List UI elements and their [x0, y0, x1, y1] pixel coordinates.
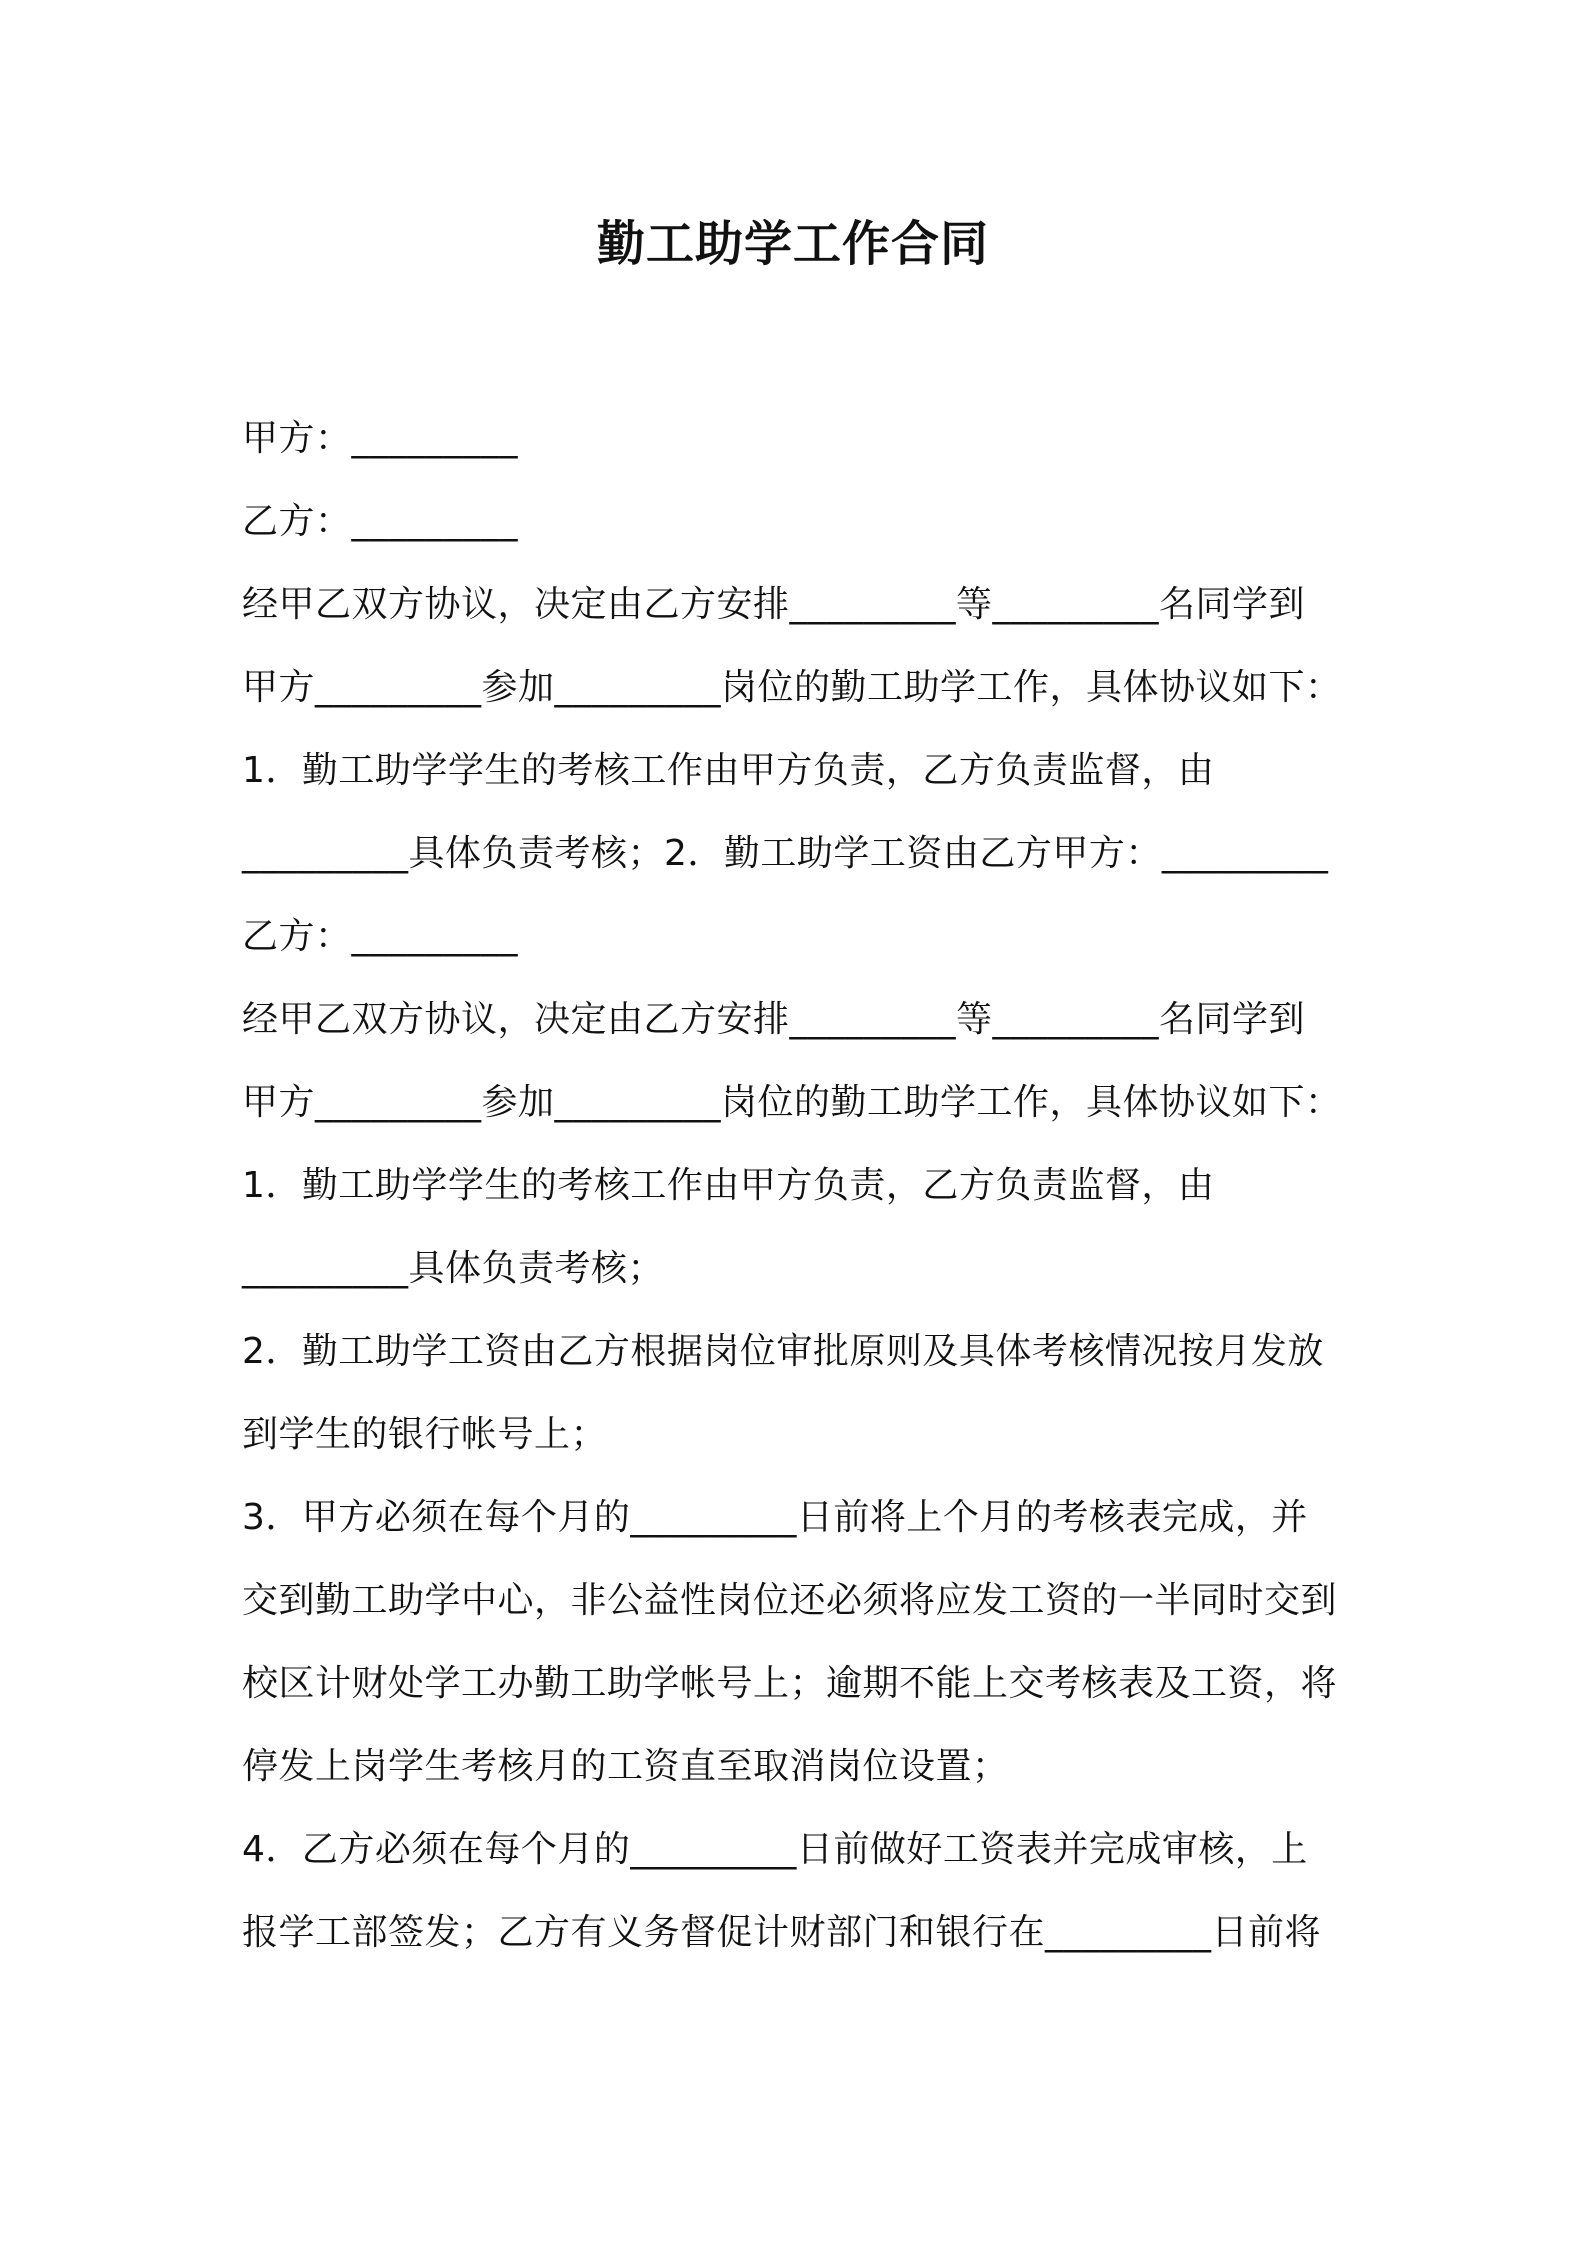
contract-line: 经甲乙双方协议，决定由乙方安排_________等_________名同学到 [242, 584, 1306, 625]
contract-line: 4．乙方必须在每个月的_________日前做好工资表并完成审核，上 [242, 1829, 1308, 1870]
contract-line: 乙方：_________ [242, 501, 519, 542]
contract-line: 经甲乙双方协议，决定由乙方安排_________等_________名同学到 [242, 999, 1306, 1040]
contract-line: _________具体负责考核； [242, 1248, 665, 1289]
contract-line: 校区计财处学工办勤工助学帐号上；逾期不能上交考核表及工资，将 [242, 1663, 1338, 1704]
contract-line: 到学生的银行帐号上； [242, 1414, 608, 1455]
contract-line: 甲方_________参加_________岗位的勤工助学工作，具体协议如下： [242, 1082, 1342, 1123]
contract-line: 1．勤工助学学生的考核工作由甲方负责，乙方负责监督，由 [242, 1165, 1215, 1206]
contract-line: 1．勤工助学学生的考核工作由甲方负责，乙方负责监督，由 [242, 750, 1215, 791]
contract-line: 交到勤工助学中心，非公益性岗位还必须将应发工资的一半同时交到 [242, 1580, 1338, 1621]
contract-line: 甲方：_________ [242, 418, 519, 459]
contract-line: 3．甲方必须在每个月的_________日前将上个月的考核表完成，并 [242, 1497, 1308, 1538]
contract-line: 停发上岗学生考核月的工资直至取消岗位设置； [242, 1746, 1009, 1787]
document-body [242, 405, 1362, 1982]
contract-line: 乙方：_________ [242, 916, 519, 957]
contract-line: _________具体负责考核；2．勤工助学工资由乙方甲方：_________ [242, 833, 1329, 874]
document-title: 勤工助学工作合同 [596, 216, 989, 272]
contract-line: 甲方_________参加_________岗位的勤工助学工作，具体协议如下： [242, 667, 1342, 708]
contract-line: 2．勤工助学工资由乙方根据岗位审批原则及具体考核情况按月发放 [242, 1331, 1324, 1372]
contract-line: 报学工部签发；乙方有义务督促计财部门和银行在_________日前将 [242, 1912, 1322, 1953]
